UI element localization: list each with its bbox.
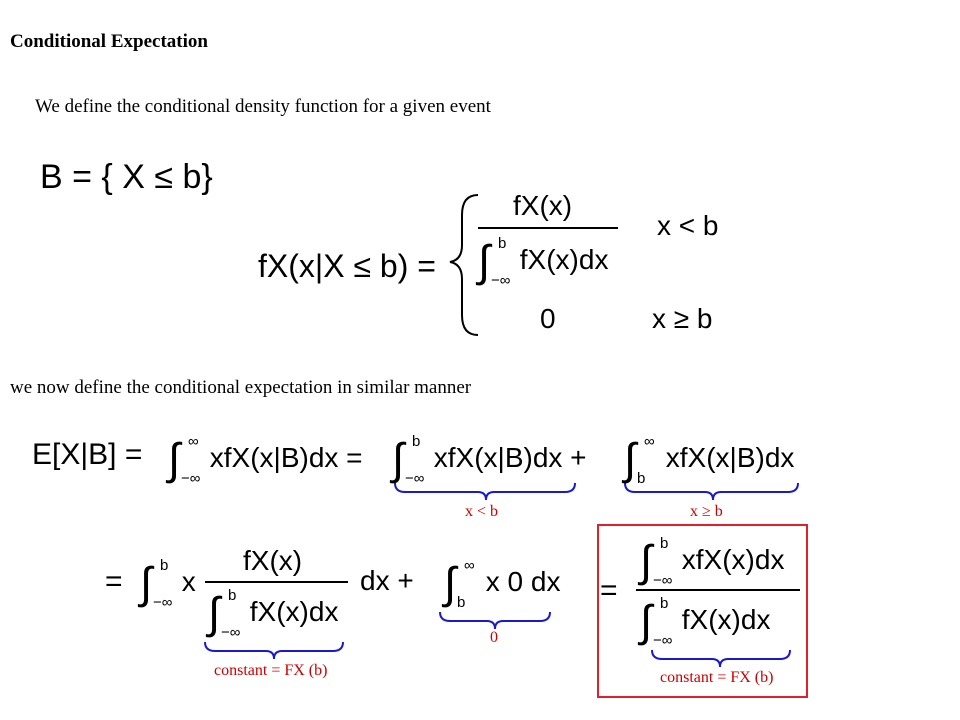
constant-label-final: constant = FX (b) [660, 669, 774, 686]
underbrace-2 [625, 483, 798, 500]
event-definition: B = { X ≤ b} [40, 158, 213, 196]
integral-sign: ∫ b −∞ [392, 433, 425, 487]
case1-numerator: fX(x) [513, 190, 573, 221]
expansion-zero-integral: ∫ ∞ b x 0 dx [444, 557, 561, 611]
case1-denominator: ∫ b −∞ fX(x)dx [478, 235, 609, 289]
expansion-integral: ∫ b −∞ x [140, 557, 196, 611]
expansion-equals-2: = [600, 574, 618, 607]
integral-sign: ∫ ∞ b [444, 557, 475, 611]
integral-sign: ∫ b −∞ [208, 587, 241, 641]
case1-condition: x < b [657, 210, 719, 241]
expansion-equals-1: = [105, 565, 123, 598]
expansion-dx-plus: dx + [360, 565, 414, 596]
integral-sign: ∫ b −∞ [140, 557, 173, 611]
piecewise-brace [450, 195, 478, 335]
case2-value: 0 [540, 303, 556, 334]
integral-sign: ∫ b −∞ [478, 235, 511, 289]
expectation-term1: ∫ ∞ −∞ xfX(x|B)dx = [168, 433, 363, 487]
heading: Conditional Expectation [10, 31, 208, 52]
brace1-label: x < b [465, 503, 499, 520]
expectation-lhs: E[X|B] = [32, 438, 143, 471]
zero-label: 0 [490, 629, 498, 646]
case2-condition: x ≥ b [652, 303, 713, 334]
constant-label: constant = FX (b) [214, 662, 328, 679]
underbrace-3 [440, 612, 550, 629]
integral-sign: ∫ ∞ −∞ [168, 433, 201, 487]
final-denominator: ∫ b −∞ fX(x)dx [640, 595, 771, 649]
underbrace-4 [205, 642, 343, 659]
integral-sign: ∫ ∞ b [624, 433, 655, 487]
expansion-fraction-num: fX(x) [243, 545, 303, 576]
expectation-term3: ∫ ∞ b xfX(x|B)dx [624, 433, 795, 487]
expectation-term2: ∫ b −∞ xfX(x|B)dx + [392, 433, 587, 487]
expansion-fraction-den: ∫ b −∞ fX(x)dx [208, 587, 339, 641]
intro-text: We define the conditional density function for a given event [35, 96, 491, 117]
integral-sign: ∫ b −∞ [640, 535, 673, 589]
cond-density-lhs: fX(x|X ≤ b) = [258, 248, 436, 284]
final-numerator: ∫ b −∞ xfX(x)dx [640, 535, 785, 589]
brace2-label: x ≥ b [690, 503, 723, 520]
integral-sign: ∫ b −∞ [640, 595, 673, 649]
second-text: we now define the conditional expectation in similar manner [10, 377, 472, 398]
